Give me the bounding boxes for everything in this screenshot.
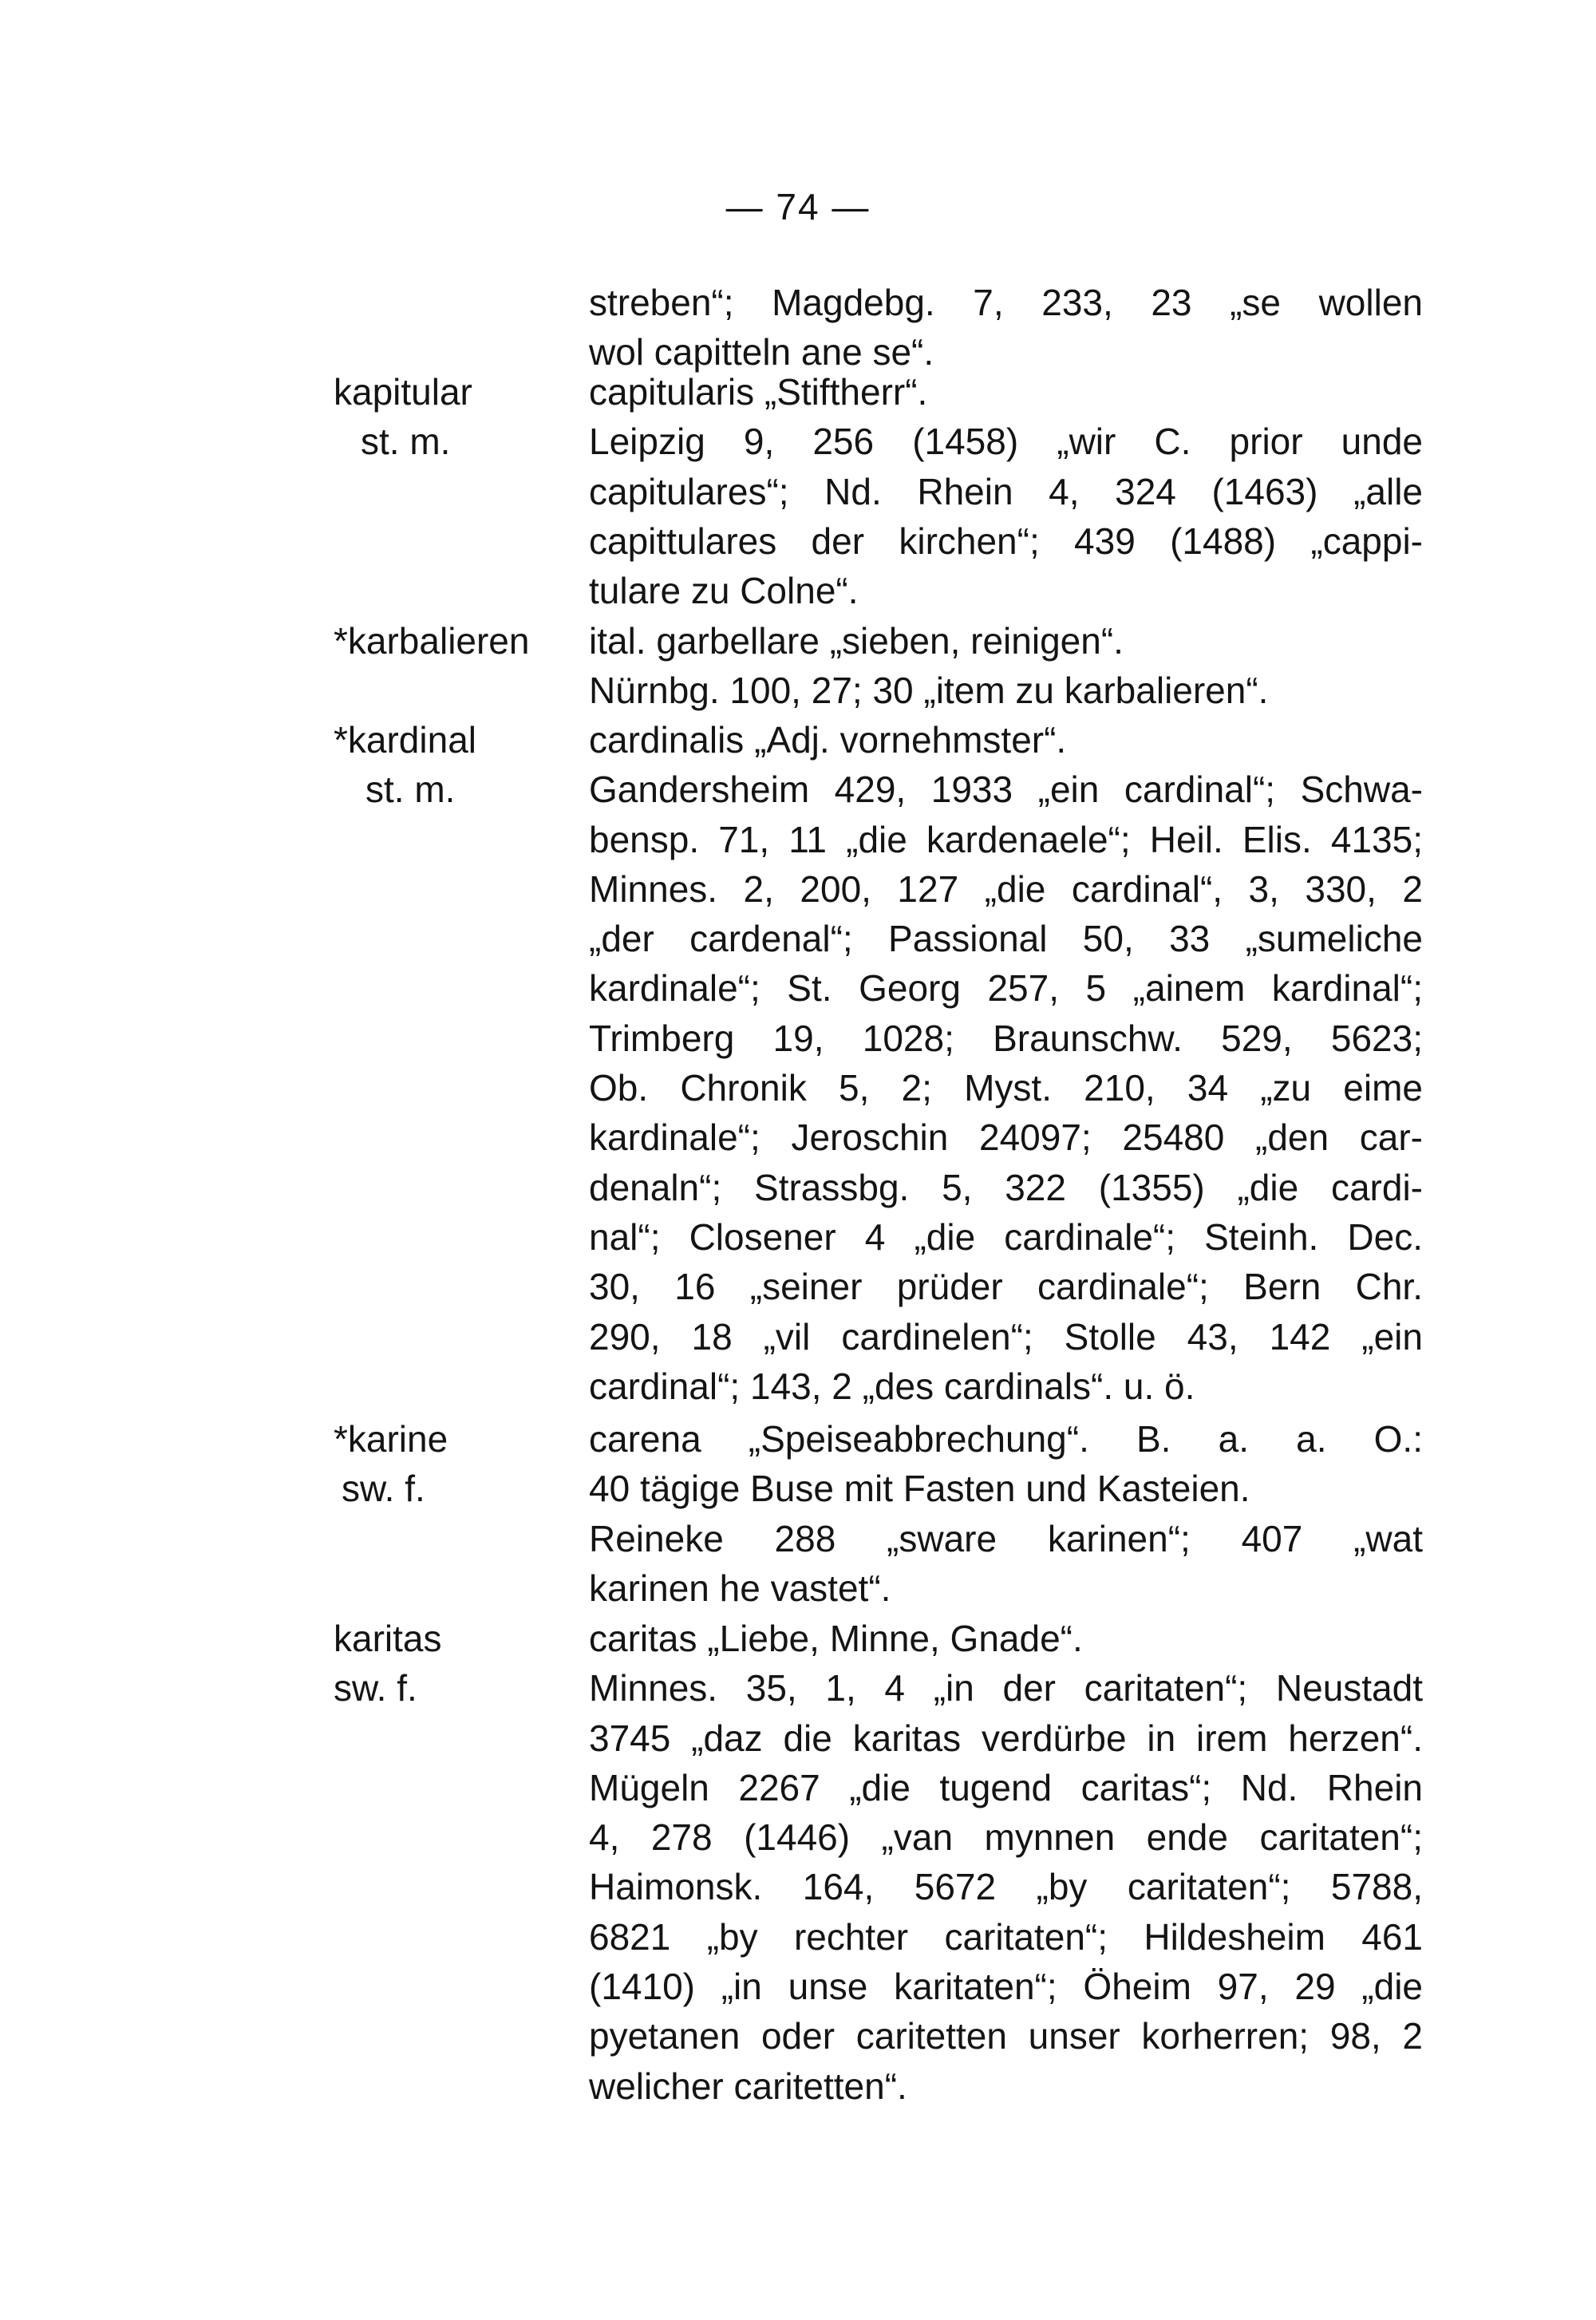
entry-body-karbalieren [589, 616, 1423, 716]
entry-body-kapitular [589, 367, 1423, 615]
entry-line: cardinal“; 143, 2 „des cardinals“. u. ö. [589, 1365, 1195, 1407]
entry-body-karitas [589, 1614, 1423, 2111]
entry-line: Ob. Chronik 5, 2; Myst. 210, 34 „zu eime [589, 1067, 1423, 1109]
entry-line: Reineke 288 „sware karinen“; 407 „wat [589, 1517, 1423, 1559]
entry-line: capittulares der kirchen“; 439 (1488) „cappi- [589, 520, 1423, 562]
entry-line: carena „Speiseabbrechung“. B. a. a. O.: [589, 1418, 1423, 1460]
entry-line: tulare zu Colne“. [589, 570, 859, 612]
entry-line: Mügeln 2267 „die tugend caritas“; Nd. Rhein [589, 1766, 1423, 1808]
headword-karbalieren: *karbalieren [334, 620, 530, 662]
entry-line: 290, 18 „vil cardinelen“; Stolle 43, 142 „ein [589, 1315, 1423, 1358]
entry-line: ital. garbellare „sieben, reinigen“. [589, 620, 1124, 662]
entry-body-kardinal [589, 715, 1423, 1411]
entry-line: wol capitteln ane se“. [589, 331, 934, 373]
entry-line: Haimonsk. 164, 5672 „by caritaten“; 5788, [589, 1866, 1423, 1908]
entry-line: nal“; Closener 4 „die cardinale“; Steinh. Dec. [589, 1215, 1423, 1258]
entry-line: pyetanen oder caritetten unser korherren; 98, 2 [589, 2015, 1423, 2057]
entry-body-karine [589, 1414, 1423, 1613]
grammar-karine: sw. f. [342, 1468, 425, 1509]
entry-line: Trimberg 19, 1028; Braunschw. 529, 5623; [589, 1017, 1423, 1059]
entry-line: „der cardenal“; Passional 50, 33 „sumeliche [589, 918, 1423, 960]
grammar-kapitular: st. m. [361, 421, 451, 462]
entry-continuation-body [589, 278, 1423, 377]
entry-line: Nürnbg. 100, 27; 30 „item zu karbalieren“. [589, 670, 1269, 712]
headword-kardinal: *kardinal [334, 719, 476, 761]
entry-line: denaln“; Strassbg. 5, 322 (1355) „die cardi- [589, 1166, 1423, 1208]
headword-karitas: karitas [334, 1618, 442, 1659]
entry-line: Gandersheim 429, 1933 „ein cardinal“; Schwa- [589, 769, 1423, 811]
entry-line: Minnes. 35, 1, 4 „in der caritaten“; Neustadt [589, 1667, 1423, 1709]
headword-kapitular: kapitular [334, 371, 472, 413]
entry-line: 4, 278 (1446) „van mynnen ende caritaten“; [589, 1816, 1423, 1859]
headword-karine: *karine [334, 1418, 448, 1460]
entry-line: 3745 „daz die karitas verdürbe in irem herzen“. [589, 1717, 1423, 1759]
entry-line: kardinale“; St. Georg 257, 5 „ainem kardinal“; [589, 967, 1423, 1010]
entry-line: bensp. 71, 11 „die kardenaele“; Heil. Elis. 4135; [589, 818, 1423, 860]
entry-line: (1410) „in unse karitaten“; Öheim 97, 29 „die [589, 1966, 1423, 2008]
entry-line: cardinalis „Adj. vornehmster“. [589, 719, 1067, 761]
page-number: — 74 — [725, 186, 871, 227]
entry-line: capitularis „Stiftherr“. [589, 371, 928, 413]
entry-line: 30, 16 „seiner prüder cardinale“; Bern Chr. [589, 1266, 1423, 1308]
entry-line: caritas „Liebe, Minne, Gnade“. [589, 1618, 1083, 1659]
entry-line: karinen he vastet“. [589, 1567, 891, 1609]
entry-line: capitulares“; Nd. Rhein 4, 324 (1463) „alle [589, 470, 1423, 512]
entry-line: Leipzig 9, 256 (1458) „wir C. prior unde [589, 421, 1423, 463]
entry-line: streben“; Magdebg. 7, 233, 23 „se wollen [589, 282, 1423, 323]
grammar-kardinal: st. m. [365, 769, 456, 810]
entry-line: Minnes. 2, 200, 127 „die cardinal“, 3, 330, 2 [589, 868, 1423, 910]
entry-line: kardinale“; Jeroschin 24097; 25480 „den car- [589, 1117, 1423, 1159]
entry-line: 6821 „by rechter caritaten“; Hildesheim 461 [589, 1915, 1423, 1958]
entry-line: welicher caritetten“. [589, 2065, 907, 2107]
grammar-karitas: sw. f. [334, 1667, 417, 1709]
entry-line: 40 tägige Buse mit Fasten und Kasteien. [589, 1468, 1250, 1510]
